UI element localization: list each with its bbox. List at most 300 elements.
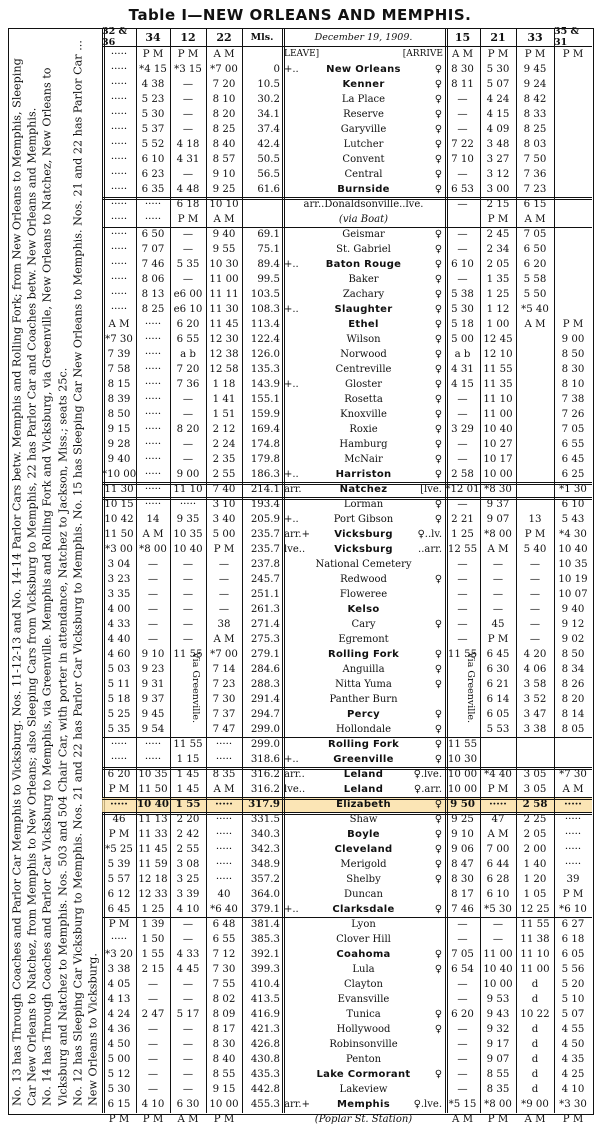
time-cell: 4 09 <box>486 124 510 135</box>
time-cell: ····· <box>144 409 162 420</box>
time-cell: 3 52 <box>523 694 547 705</box>
time-cell: 10 00 <box>209 1099 239 1110</box>
mileage-cell: 214.1 <box>250 484 280 495</box>
time-cell: 4 15 <box>486 109 510 120</box>
time-cell: 8 10 <box>561 379 585 390</box>
time-cell: ····· <box>110 259 128 270</box>
time-cell: 9 43 <box>486 1009 510 1020</box>
mileage-cell: 342.3 <box>250 844 280 855</box>
time-cell: 1 15 <box>176 754 200 765</box>
time-cell: ····· <box>215 874 233 885</box>
time-cell: 9 23 <box>141 664 165 675</box>
time-cell: 8 25 <box>212 124 236 135</box>
time-cell: ····· <box>215 754 233 765</box>
time-cell: 11 38 <box>520 934 550 945</box>
time-cell: — <box>492 604 504 615</box>
time-cell: 6 14 <box>486 694 510 705</box>
time-cell: — <box>182 94 194 105</box>
station-name: Coahoma <box>336 949 391 960</box>
time-cell: 1 41 <box>212 394 236 405</box>
station-name: Duncan <box>344 889 383 900</box>
time-cell: 9 28 <box>107 439 131 450</box>
time-cell: 9 15 <box>212 1084 236 1095</box>
station-name: Rosetta <box>344 394 383 405</box>
time-cell: 9 54 <box>141 724 165 735</box>
time-cell: — <box>147 1054 159 1065</box>
time-cell: 8 55 <box>212 1069 236 1080</box>
station-suffix: ♀ <box>434 274 442 285</box>
mileage-cell: 316.2 <box>250 784 280 795</box>
time-cell: 10 00 <box>483 979 513 990</box>
time-cell: — <box>457 1039 468 1050</box>
time-cell: — <box>182 394 194 405</box>
time-cell: 2 05 <box>523 829 547 840</box>
station-suffix: ♀ <box>434 499 442 510</box>
time-cell: 7 20 <box>212 79 236 90</box>
time-cell: — <box>218 589 230 600</box>
time-cell: 5 58 <box>523 274 547 285</box>
time-cell: P M <box>562 889 584 900</box>
time-cell: 9 55 <box>212 244 236 255</box>
time-cell: ····· <box>144 469 162 480</box>
time-cell: 6 28 <box>486 874 510 885</box>
time-cell: — <box>457 1069 468 1080</box>
station-name: Centreville <box>335 364 392 375</box>
time-cell: 9 53 <box>486 994 510 1005</box>
station-cell <box>282 947 445 962</box>
time-cell: 4 20 <box>523 649 547 660</box>
time-cell: — <box>182 919 194 930</box>
station-name: Robinsonville <box>329 1039 398 1050</box>
time-cell: — <box>147 994 159 1005</box>
time-cell: 6 45 <box>486 649 510 660</box>
time-cell: 3 48 <box>486 139 510 150</box>
time-cell: 8 20 <box>561 694 585 705</box>
time-cell: 39 <box>566 874 580 885</box>
mileage-cell: 426.8 <box>250 1039 280 1050</box>
mileage-cell: 193.4 <box>250 499 280 510</box>
time-cell: *9 00 <box>521 1099 549 1110</box>
time-cell: d <box>531 979 539 990</box>
time-cell: *6 10 <box>559 904 587 915</box>
time-cell: 5 43 <box>561 514 585 525</box>
station-cell <box>282 737 445 752</box>
time-cell: 7 10 <box>451 154 474 165</box>
time-cell: 7 46 <box>451 904 474 915</box>
time-cell: — <box>457 1054 468 1065</box>
time-cell: ····· <box>215 859 233 870</box>
time-cell: 10 27 <box>483 439 513 450</box>
time-cell <box>554 137 592 152</box>
station-suffix: ♀.lve. <box>413 1099 442 1110</box>
time-cell: — <box>457 109 468 120</box>
mileage-cell: 143.9 <box>250 379 280 390</box>
time-cell: 4 06 <box>523 664 547 675</box>
time-cell: 5 00 <box>212 529 236 540</box>
train-header: 34 <box>136 28 170 47</box>
station-prefix: +.. <box>284 304 299 315</box>
station-name: Lakeview <box>339 1084 388 1095</box>
station-suffix: ♀ <box>434 409 442 420</box>
station-suffix: ♀ <box>434 124 442 135</box>
time-cell: — <box>147 1084 159 1095</box>
station-prefix: arr.. <box>284 769 305 780</box>
time-cell: A M <box>451 49 474 60</box>
station-name: Hamburg <box>339 439 388 450</box>
time-cell: 7 05 <box>451 949 474 960</box>
time-cell: P M <box>108 784 130 795</box>
time-cell: ····· <box>179 499 197 510</box>
station-cell <box>282 392 445 407</box>
time-cell: *8 00 <box>139 544 167 555</box>
station-suffix: ♀ <box>434 754 442 765</box>
time-cell: — <box>457 124 468 135</box>
station-name: Shelby <box>346 874 381 885</box>
time-cell: 5 25 <box>107 709 131 720</box>
mileage-cell: 410.4 <box>250 979 280 990</box>
mileage-cell <box>242 1112 282 1127</box>
time-cell: 6 30 <box>176 1099 200 1110</box>
time-cell: 5 10 <box>561 994 585 1005</box>
time-cell: 1 39 <box>141 919 165 930</box>
station-name: Clover Hill <box>336 934 391 945</box>
time-cell: — <box>182 124 194 135</box>
time-cell: 6 20 <box>451 1009 474 1020</box>
station-suffix: ♀ <box>434 874 442 885</box>
time-cell <box>554 272 592 287</box>
station-cell <box>282 602 445 617</box>
time-cell: 7 22 <box>451 139 474 150</box>
time-cell: 7 36 <box>523 169 547 180</box>
mileage-cell: 235.7 <box>250 529 280 540</box>
time-cell: 6 55 <box>561 439 585 450</box>
time-cell: A M <box>213 634 235 645</box>
time-cell: 3 25 <box>176 874 200 885</box>
time-cell: 8 50 <box>561 349 585 360</box>
time-cell: — <box>529 604 541 615</box>
time-cell: — <box>147 619 159 630</box>
time-cell: 5 07 <box>486 79 510 90</box>
station-cell <box>282 1112 445 1127</box>
time-cell: ····· <box>144 379 162 390</box>
time-cell: 38 <box>217 619 231 630</box>
time-cell: — <box>182 634 194 645</box>
station-cell <box>282 92 445 107</box>
time-cell: 2 42 <box>176 829 200 840</box>
time-cell: P M <box>142 1114 164 1125</box>
time-cell: 10 30 <box>447 754 478 765</box>
time-cell: 8 39 <box>107 394 131 405</box>
time-cell: ····· <box>144 454 162 465</box>
date-header: December 19, 1909. <box>282 28 445 47</box>
mileage-cell: 435.3 <box>250 1069 280 1080</box>
time-cell: 9 24 <box>523 79 547 90</box>
time-cell: P M <box>142 49 164 60</box>
time-cell: *7 00 <box>210 64 238 75</box>
station-name: National Cemetery <box>315 559 412 570</box>
time-cell: 11 50 <box>138 784 168 795</box>
time-cell: 2 58 <box>522 798 548 810</box>
time-cell: — <box>457 94 468 105</box>
station-name: Evansville <box>337 994 390 1005</box>
time-cell: 11 55 <box>520 919 550 930</box>
station-cell <box>282 647 445 662</box>
station-name: Redwood <box>340 574 387 585</box>
station-name: Reserve <box>343 109 384 120</box>
time-cell: *5 40 <box>521 304 549 315</box>
time-cell: 11 00 <box>483 949 513 960</box>
time-cell: 9 06 <box>451 844 474 855</box>
time-cell: 8 34 <box>561 664 585 675</box>
time-cell: 4 33 <box>176 949 200 960</box>
time-cell: 3 35 <box>107 589 131 600</box>
time-cell: — <box>182 604 194 615</box>
station-name: Egremont <box>338 634 389 645</box>
time-cell: 10 35 <box>138 769 168 780</box>
time-cell: 7 23 <box>212 679 236 690</box>
time-cell: 4 35 <box>561 1054 585 1065</box>
time-cell: *8 30 <box>484 484 512 495</box>
time-cell: — <box>147 1069 159 1080</box>
station-suffix: ♀ <box>434 244 442 255</box>
station-cell <box>282 62 445 77</box>
time-cell: 11 00 <box>483 409 513 420</box>
time-cell: 7 00 <box>486 844 510 855</box>
time-cell: — <box>147 1024 159 1035</box>
time-cell: 8 05 <box>561 724 585 735</box>
time-cell: 11 10 <box>483 394 513 405</box>
mileage-cell: 155.1 <box>250 394 280 405</box>
time-cell <box>554 227 592 242</box>
mileage-cell: 279.1 <box>250 649 280 660</box>
time-cell: d <box>531 1039 539 1050</box>
mileage-cell <box>242 197 282 212</box>
time-cell: a b <box>180 349 196 360</box>
time-cell: 7 58 <box>107 364 131 375</box>
mileage-cell: 126.0 <box>250 349 280 360</box>
station-suffix: [lve. <box>420 484 442 495</box>
time-cell: 6 35 <box>141 184 165 195</box>
mileage-cell: 416.9 <box>250 1009 280 1020</box>
time-cell: 10 35 <box>558 559 588 570</box>
station-suffix: ♀..lv. <box>417 529 442 540</box>
time-cell: 8 30 <box>451 64 474 75</box>
station-suffix: ♀ <box>434 184 442 195</box>
time-cell: 7 37 <box>212 709 236 720</box>
time-cell: 1 45 <box>176 769 200 780</box>
time-cell: — <box>147 574 159 585</box>
time-cell: ····· <box>215 739 233 750</box>
mileage-cell: 103.5 <box>250 289 280 300</box>
time-cell: 6 50 <box>523 244 547 255</box>
time-cell: 7 26 <box>561 409 585 420</box>
time-cell: ····· <box>144 199 162 210</box>
mileage-cell: 30.2 <box>257 94 280 105</box>
time-cell: 1 50 <box>141 934 165 945</box>
time-cell: P M <box>562 1114 584 1125</box>
time-cell: — <box>457 244 468 255</box>
time-cell: 6 10 <box>141 154 165 165</box>
mileage-cell: 291.4 <box>250 694 280 705</box>
time-cell: *7 30 <box>105 334 133 345</box>
station-name: Lula <box>352 964 375 975</box>
time-cell: 6 44 <box>486 859 510 870</box>
time-cell: 4 10 <box>141 1099 165 1110</box>
station-cell <box>282 47 445 62</box>
time-cell: 4 13 <box>107 994 131 1005</box>
time-cell: 3 04 <box>107 559 131 570</box>
mileage-cell: 316.2 <box>250 769 280 780</box>
station-name: Tunica <box>346 1009 381 1020</box>
time-cell: 8 50 <box>561 649 585 660</box>
time-cell: 8 42 <box>523 94 547 105</box>
station-suffix: ♀ <box>434 724 442 735</box>
time-cell <box>445 212 480 227</box>
time-cell: 11 59 <box>138 859 168 870</box>
station-name: Slaughter <box>334 304 393 315</box>
mileage-cell: 174.8 <box>250 439 280 450</box>
time-cell <box>516 407 554 422</box>
station-cell <box>282 197 445 212</box>
station-cell <box>282 797 445 812</box>
time-cell: ····· <box>110 124 128 135</box>
time-cell: 6 50 <box>141 229 165 240</box>
time-cell: 12 10 <box>483 349 513 360</box>
time-cell: — <box>492 589 504 600</box>
station-suffix: ♀ <box>434 289 442 300</box>
time-cell <box>516 377 554 392</box>
time-cell: 6 15 <box>107 1099 131 1110</box>
time-cell: 9 12 <box>561 619 585 630</box>
time-cell: 6 18 <box>176 199 200 210</box>
station-cell <box>282 977 445 992</box>
station-cell <box>282 437 445 452</box>
time-cell: 3 38 <box>107 964 131 975</box>
time-cell: 5 35 <box>176 259 200 270</box>
time-cell: 8 57 <box>212 154 236 165</box>
time-cell: ····· <box>110 754 128 765</box>
station-cell <box>282 347 445 362</box>
time-cell: — <box>182 1084 194 1095</box>
time-cell: 7 05 <box>523 229 547 240</box>
time-cell: ····· <box>144 424 162 435</box>
time-cell: 2 05 <box>486 259 510 270</box>
station-cell <box>282 77 445 92</box>
time-cell: — <box>457 559 468 570</box>
time-cell: — <box>182 169 194 180</box>
time-cell: ····· <box>110 934 128 945</box>
time-cell: 1 25 <box>451 529 474 540</box>
station-cell <box>282 887 445 902</box>
station-suffix: ♀ <box>434 64 442 75</box>
mileage-cell: 0 <box>273 64 280 75</box>
time-cell: P M <box>213 1114 235 1125</box>
mileage-cell: 113.4 <box>250 319 280 330</box>
time-cell: 5 30 <box>486 64 510 75</box>
station-name: Merigold <box>340 859 387 870</box>
station-cell <box>282 482 445 497</box>
station-name: Elizabeth <box>336 799 391 810</box>
station-cell <box>282 932 445 947</box>
time-cell: 2 47 <box>141 1009 165 1020</box>
station-name: La Place <box>341 94 386 105</box>
station-prefix: +.. <box>284 754 299 765</box>
time-cell: 5 18 <box>107 694 131 705</box>
station-name: Percy <box>347 709 380 720</box>
time-cell: 5 17 <box>176 1009 200 1020</box>
mileage-cell: 237.8 <box>250 559 280 570</box>
time-cell <box>554 242 592 257</box>
station-cell <box>282 542 445 557</box>
time-cell: 4 18 <box>176 139 200 150</box>
time-cell <box>554 737 592 752</box>
station-suffix: ♀ <box>434 619 442 630</box>
time-cell: — <box>529 574 541 585</box>
station-cell <box>282 1037 445 1052</box>
mileage-cell: 399.3 <box>250 964 280 975</box>
time-cell: 1 40 <box>523 859 547 870</box>
time-cell <box>516 467 554 482</box>
time-cell: 6 05 <box>486 709 510 720</box>
time-cell: ····· <box>110 184 128 195</box>
time-cell: 7 36 <box>176 379 200 390</box>
time-cell <box>516 437 554 452</box>
station-name: Greenville <box>333 754 394 765</box>
station-suffix: ♀ <box>434 964 442 975</box>
time-cell: 10 40 <box>483 424 513 435</box>
time-cell: ····· <box>110 304 128 315</box>
station-cell <box>282 872 445 887</box>
time-cell: 7 47 <box>212 724 236 735</box>
station-cell <box>282 1097 445 1112</box>
time-cell: — <box>147 589 159 600</box>
time-cell: P M <box>108 829 130 840</box>
time-cell: 10 40 <box>558 544 588 555</box>
time-cell: 4 60 <box>107 649 131 660</box>
time-cell: — <box>457 634 468 645</box>
station-suffix: ♀ <box>434 859 442 870</box>
station-suffix: ♀ <box>434 469 442 480</box>
time-cell <box>554 302 592 317</box>
time-cell: 4 05 <box>107 979 131 990</box>
mileage-cell: 205.9 <box>250 514 280 525</box>
time-cell: — <box>182 979 194 990</box>
time-cell: 5 18 <box>451 319 474 330</box>
station-name: Vicksburg <box>334 529 393 540</box>
time-cell: — <box>182 994 194 1005</box>
station-prefix: +.. <box>284 904 299 915</box>
station-cell <box>282 122 445 137</box>
time-cell: ····· <box>489 798 507 810</box>
time-cell: — <box>457 394 468 405</box>
time-cell <box>554 212 592 227</box>
time-cell: 8 06 <box>141 274 165 285</box>
time-cell: 11 55 <box>173 649 203 660</box>
station-cell <box>282 362 445 377</box>
time-cell: ····· <box>110 229 128 240</box>
mileage-cell: 42.4 <box>257 139 280 150</box>
time-cell: ····· <box>144 319 162 330</box>
time-cell: 5 40 <box>523 544 547 555</box>
mileage-cell: 56.5 <box>257 169 280 180</box>
time-cell: 7 38 <box>561 394 585 405</box>
station-cell <box>282 722 445 737</box>
leave-label: LEAVE] <box>284 49 320 59</box>
miles-header: Mls. <box>242 28 282 47</box>
time-cell: 4 24 <box>486 94 510 105</box>
mileage-cell: 364.0 <box>250 889 280 900</box>
time-cell: 5 20 <box>561 979 585 990</box>
